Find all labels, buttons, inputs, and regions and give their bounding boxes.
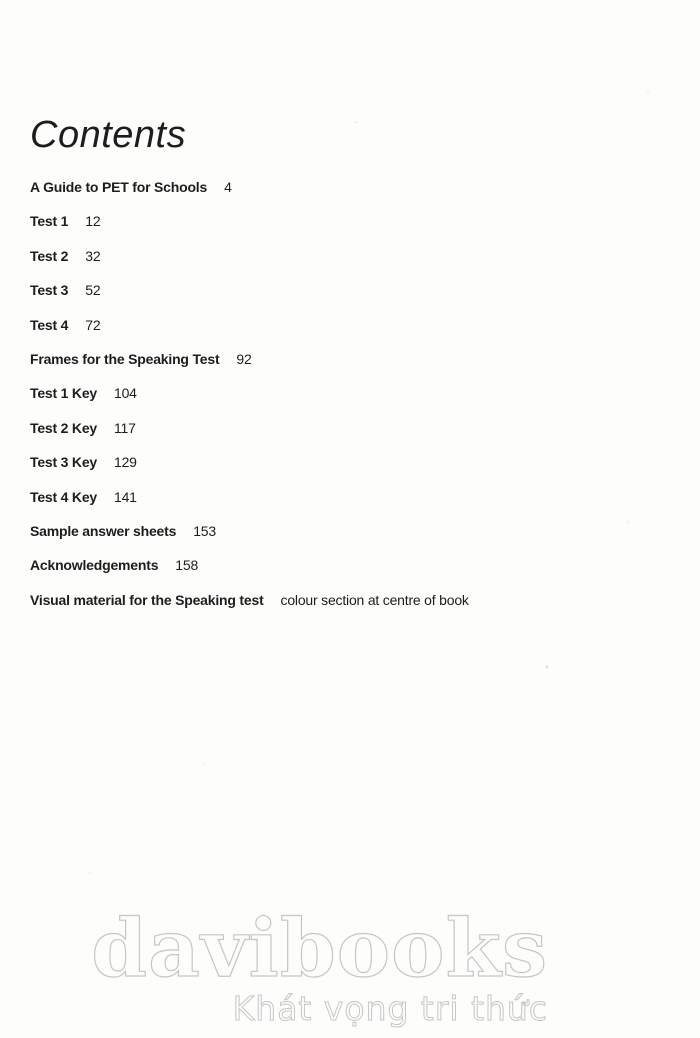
toc-entry-label: Visual material for the Speaking test [30, 591, 264, 608]
toc-entry-label: Test 2 [30, 247, 69, 264]
watermark-brand-text: davibooks [91, 901, 548, 995]
toc-entry-label: Test 1 [30, 213, 69, 230]
toc-entry-page: 4 [224, 179, 232, 195]
toc-entry-page: 158 [175, 557, 199, 574]
toc-entry-label: Sample answer sheets [30, 522, 177, 539]
toc-entry [30, 514, 670, 548]
toc-entry-label: Acknowledgements [30, 557, 159, 574]
toc-entry-page: 117 [114, 419, 136, 436]
toc-entry-label: Test 4 [30, 316, 69, 333]
toc-entry [30, 204, 670, 238]
toc-entry [30, 445, 670, 479]
toc-entry-label: Test 4 Key [30, 488, 97, 505]
toc-entry-page: 153 [193, 522, 216, 539]
toc-entry [30, 480, 670, 514]
toc-entry-page: 52 [85, 282, 101, 299]
toc-entry [30, 308, 670, 342]
toc-entry-label: A Guide to PET for Schools [30, 179, 208, 195]
toc-entry-label: Test 2 Key [30, 419, 97, 436]
toc-entry-page: colour section at centre of book [280, 591, 469, 608]
toc-entry [30, 239, 670, 273]
toc-entry [30, 170, 670, 204]
page-title: Contents [30, 114, 187, 156]
toc-entry [30, 583, 670, 617]
watermark-tagline-text: Khát vọng tri thức [232, 989, 548, 1028]
table-of-contents [30, 170, 670, 617]
toc-entry-page: 12 [85, 213, 101, 230]
toc-entry [30, 376, 670, 410]
toc-entry-page: 32 [85, 247, 101, 264]
toc-entry-label: Test 3 [30, 282, 69, 299]
toc-entry-page: 92 [236, 350, 252, 367]
toc-entry-page: 72 [85, 316, 101, 333]
toc-entry-label: Test 1 Key [30, 385, 97, 402]
toc-entry-page: 104 [114, 385, 137, 402]
toc-entry [30, 273, 670, 307]
toc-entry [30, 411, 670, 445]
toc-entry-page: 141 [114, 488, 137, 505]
toc-entry-label: Test 3 Key [30, 454, 97, 471]
toc-entry [30, 548, 670, 582]
toc-entry [30, 342, 670, 376]
toc-entry-label: Frames for the Speaking Test [30, 350, 220, 367]
toc-entry-page: 129 [114, 454, 137, 471]
watermark [91, 901, 548, 1028]
